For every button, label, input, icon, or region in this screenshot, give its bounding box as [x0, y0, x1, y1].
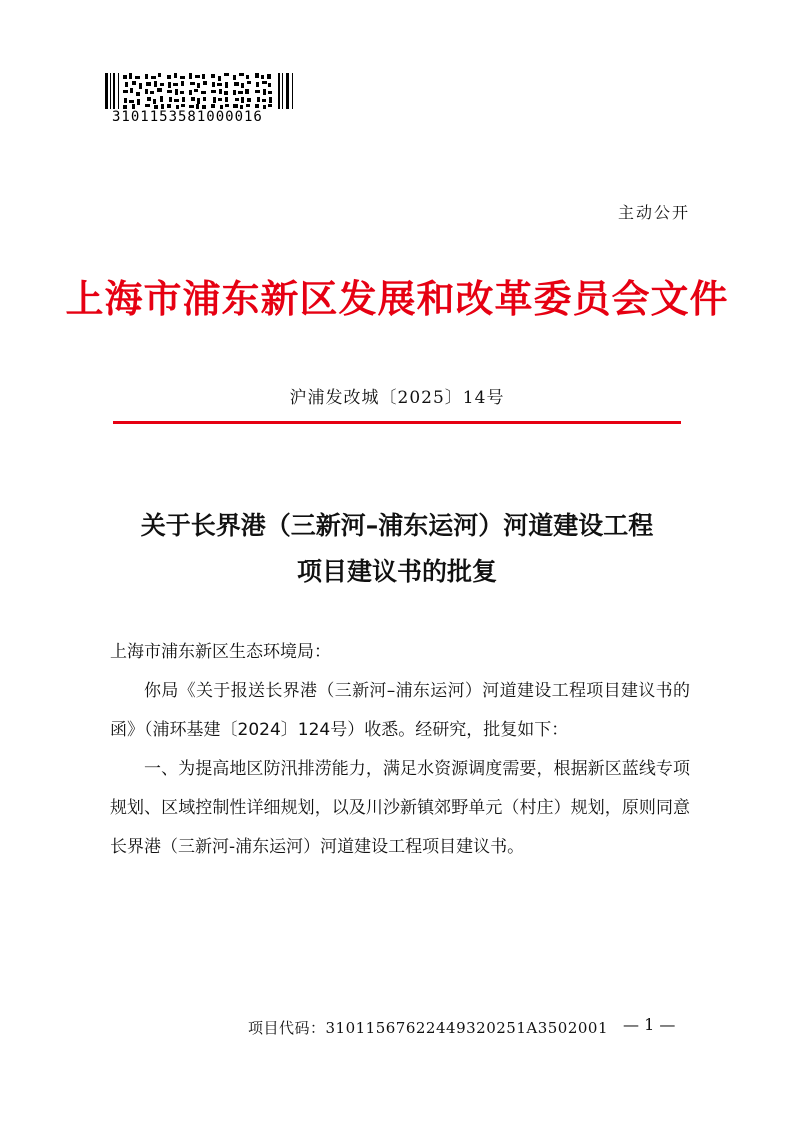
body-paragraph-2: 一、为提高地区防汛排涝能力，满足水资源调度需要，根据新区蓝线专项规划、区域控制性详细规划，以及川沙新镇郊野单元（村庄）规划，原则同意长界港（三新河-浦东运河）河道建设工程项目建议书。 — [110, 759, 690, 857]
project-code: 项目代码：31011567622449320251A3502001 — [248, 1019, 609, 1037]
barcode-number: 3101153581000016 — [112, 109, 263, 125]
document-title — [100, 503, 694, 595]
document-number: 沪浦发改城〔2025〕14号 — [289, 388, 505, 408]
masthead-title: 上海市浦东新区发展和改革委员会文件 — [65, 276, 729, 321]
body-paragraph-1: 你局《关于报送长界港（三新河–浦东运河）河道建设工程项目建议书的函》（浦环基建〔2024〕124号）收悉。经研究，批复如下： — [110, 681, 690, 740]
red-divider — [113, 421, 681, 424]
page-number: — 1 — — [623, 1015, 676, 1034]
barcode-image — [105, 73, 295, 109]
title-line-1: 关于长界港（三新河–浦东运河）河道建设工程 — [140, 511, 654, 540]
document-body — [110, 633, 690, 867]
title-line-2: 项目建议书的批复 — [296, 557, 497, 586]
addressee: 上海市浦东新区生态环境局： — [110, 642, 331, 662]
disclosure-label: 主动公开 — [617, 203, 690, 222]
